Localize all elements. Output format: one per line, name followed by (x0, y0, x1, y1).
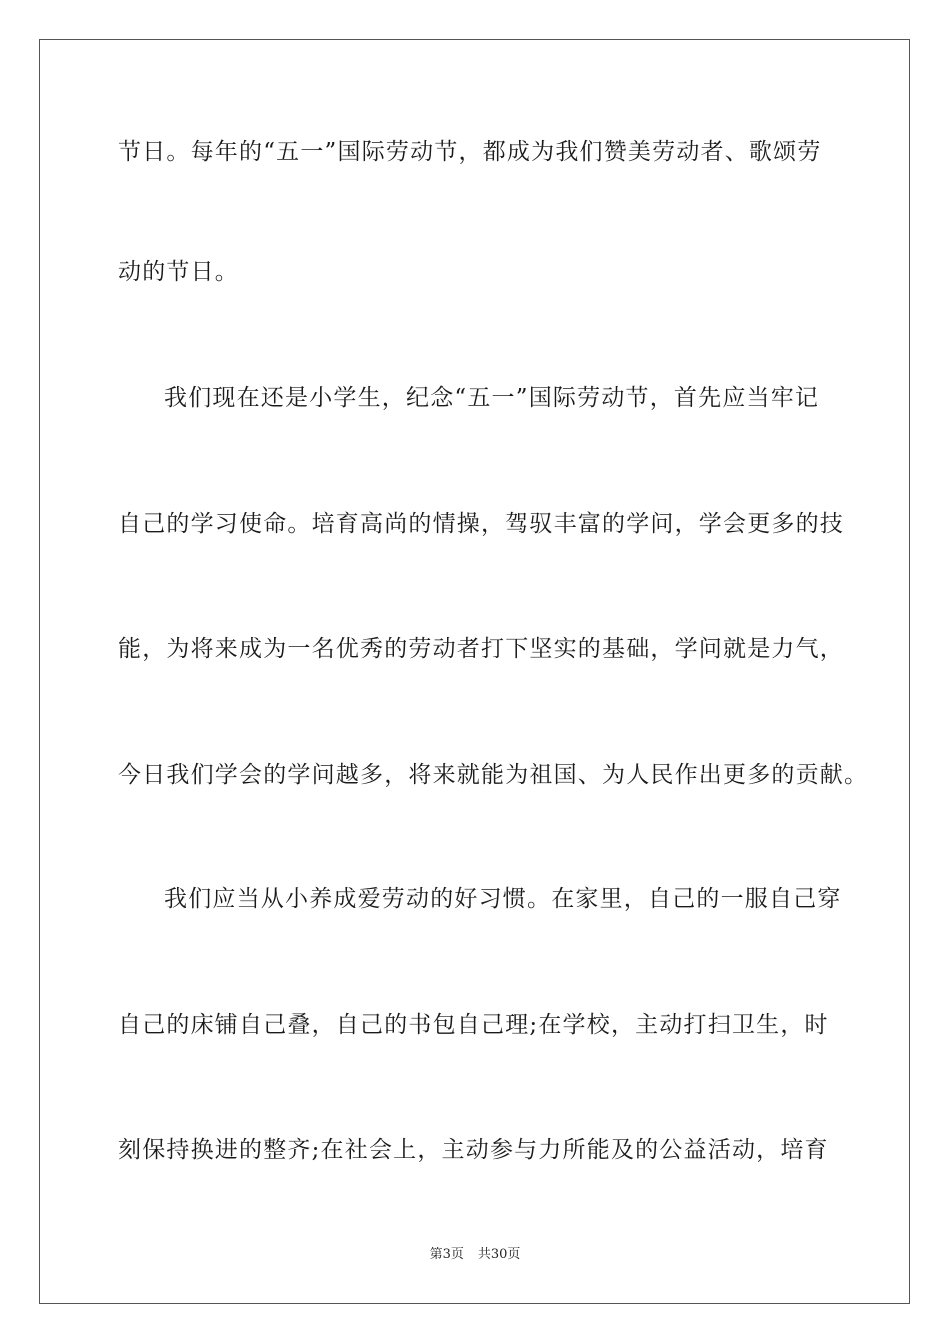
page-frame (39, 39, 910, 1304)
page-footer (0, 1246, 950, 1264)
page-total: 共30页 (477, 1247, 521, 1262)
paragraph-start-line: 我们应当从小养成爱劳动的好习惯。在家里，自己的一服自己穿 (164, 886, 842, 912)
text-line: 能，为将来成为一名优秀的劳动者打下坚实的基础，学问就是力气， (118, 636, 844, 662)
page-number: 第3页 (429, 1247, 464, 1262)
text-line: 节日。每年的“五一”国际劳动节，都成为我们赞美劳动者、歌颂劳 (118, 139, 822, 165)
text-line: 动的节日。 (118, 259, 239, 285)
paragraph-start-line: 我们现在还是小学生，纪念“五一”国际劳动节，首先应当牢记 (164, 385, 820, 411)
text-line: 刻保持换进的整齐;在社会上，主动参与力所能及的公益活动，培育 (118, 1137, 829, 1163)
text-line: 自己的学习使命。培育高尚的情操，驾驭丰富的学问，学会更多的技 (118, 511, 844, 537)
text-line: 今日我们学会的学问越多，将来就能为祖国、为人民作出更多的贡献。 (118, 762, 869, 788)
text-line: 自己的床铺自己叠，自己的书包自己理;在学校，主动打扫卫生，时 (118, 1012, 829, 1038)
